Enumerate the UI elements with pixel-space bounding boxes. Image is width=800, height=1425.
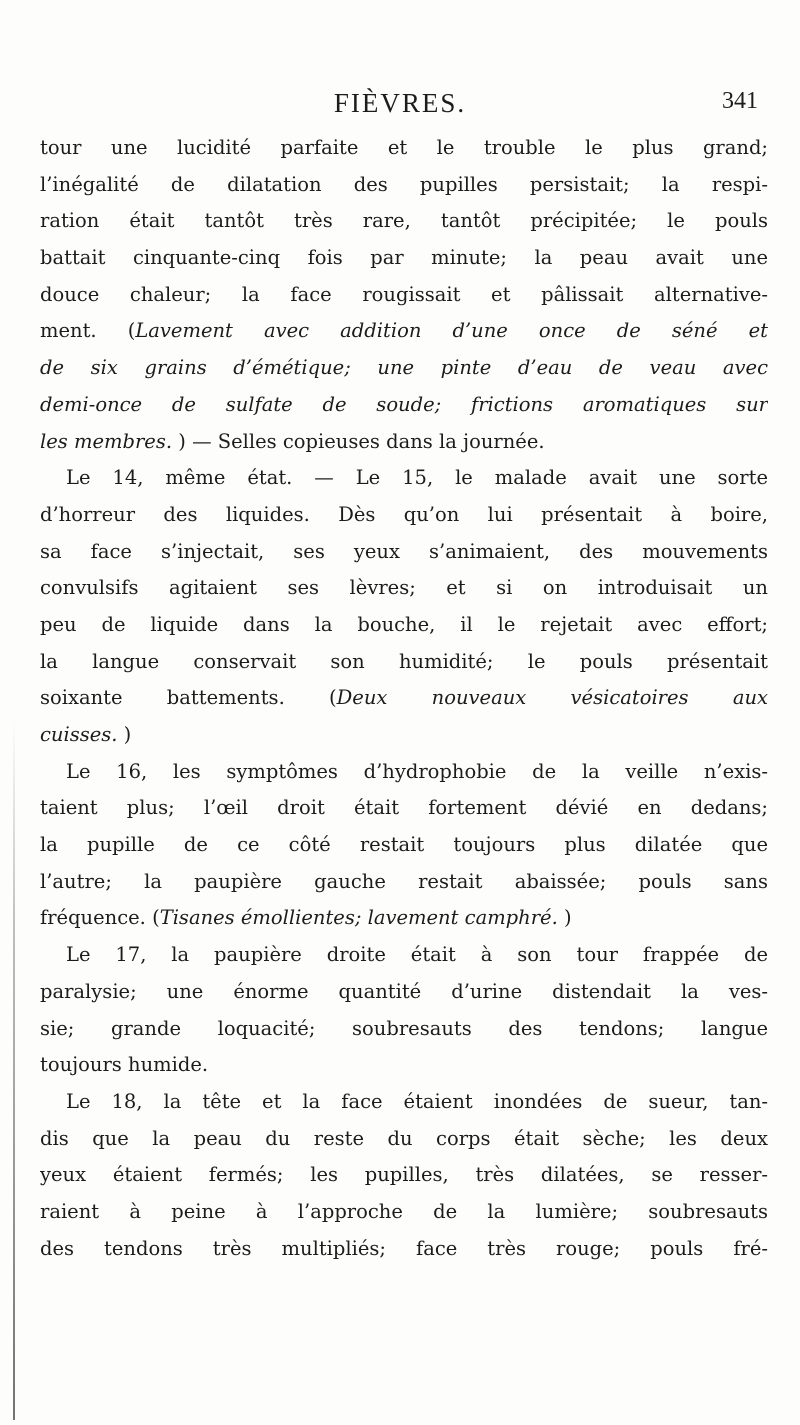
text-line bbox=[40, 387, 768, 424]
text-segment: peu de liquide dans la bouche, il le rejetait avec effort; bbox=[40, 612, 768, 636]
text-segment: la langue conservait son humidité; le pouls présentait bbox=[40, 649, 768, 673]
text-segment: Le 16, les symptômes d’hydrophobie de la veille n’exis- bbox=[66, 759, 768, 783]
text-line bbox=[40, 900, 768, 937]
page-gutter-shadow bbox=[13, 720, 15, 1420]
text-line bbox=[40, 937, 768, 974]
text-segment: Le 18, la tête et la face étaient inondées de sueur, tan- bbox=[66, 1089, 768, 1113]
text-line bbox=[40, 240, 768, 277]
text-line bbox=[40, 570, 768, 607]
text-line bbox=[40, 680, 768, 717]
text-segment: soixante battements. ( bbox=[40, 686, 337, 710]
text-segment: ment. ( bbox=[40, 319, 136, 343]
text-segment: sa face s’injectait, ses yeux s’animaient, des mouvements bbox=[40, 539, 768, 563]
text-line bbox=[40, 277, 768, 314]
text-segment: des tendons très multipliés; face très rouge; pouls fré- bbox=[40, 1236, 768, 1260]
text-segment: dis que la peau du reste du corps était sèche; les deux bbox=[40, 1126, 768, 1150]
text-segment: ) bbox=[117, 723, 132, 746]
text-line bbox=[40, 1157, 768, 1194]
running-head bbox=[0, 88, 800, 128]
italic-text: cuisses. bbox=[40, 723, 118, 746]
text-line bbox=[40, 1194, 768, 1231]
text-segment: l’inégalité de dilatation des pupilles persistait; la respi- bbox=[40, 172, 768, 196]
text-segment: tour une lucidité parfaite et le trouble le plus grand; bbox=[40, 136, 768, 159]
text-segment: Le 14, même état. — Le 15, le malade avait une sorte bbox=[66, 466, 768, 490]
text-line bbox=[40, 790, 768, 827]
italic-text: Deux nouveaux vésicatoires aux bbox=[336, 686, 768, 710]
text-segment: toujours humide. bbox=[40, 1053, 209, 1077]
text-segment: ration était tantôt très rare, tantôt précipitée; le pouls bbox=[40, 209, 768, 233]
text-segment: Le 17, la paupière droite était à son tour frappée de bbox=[66, 943, 768, 967]
text-segment: raient à peine à l’approche de la lumière; soubresauts bbox=[40, 1199, 768, 1223]
text-line bbox=[40, 644, 768, 681]
body-text bbox=[40, 130, 768, 1267]
text-line bbox=[40, 424, 768, 461]
text-segment: battait cinquante-cinq fois par minute; la peau avait une bbox=[40, 246, 768, 270]
text-line bbox=[40, 717, 768, 754]
text-segment: ) bbox=[557, 906, 572, 930]
text-line bbox=[40, 1047, 768, 1084]
text-line bbox=[40, 1011, 768, 1048]
text-line bbox=[40, 203, 768, 240]
text-segment: la pupille de ce côté restait toujours plus dilatée que bbox=[40, 833, 768, 857]
italic-text: demi-once de sulfate de soude; frictions aromatiques sur bbox=[40, 392, 768, 416]
page-number: 341 bbox=[722, 88, 758, 114]
text-segment: ) — Selles copieuses dans la journée. bbox=[172, 429, 545, 453]
text-line bbox=[40, 827, 768, 864]
text-segment: sie; grande loquacité; soubresauts des tendons; langue bbox=[40, 1016, 768, 1040]
italic-text: les membres. bbox=[40, 429, 173, 453]
text-segment: taient plus; l’œil droit était fortement dévié en dedans; bbox=[40, 796, 768, 820]
text-line bbox=[40, 974, 768, 1011]
text-segment: d’horreur des liquides. Dès qu’on lui présentait à boire, bbox=[40, 502, 768, 526]
italic-text: de six grains d’émétique; une pinte d’eau de veau avec bbox=[40, 356, 768, 380]
text-line bbox=[40, 754, 768, 791]
text-line bbox=[40, 167, 768, 204]
text-segment: douce chaleur; la face rougissait et pâlissait alternative- bbox=[40, 282, 768, 306]
text-segment: convulsifs agitaient ses lèvres; et si on introduisait un bbox=[40, 576, 768, 600]
text-line bbox=[40, 1231, 768, 1268]
text-line bbox=[40, 313, 768, 350]
text-line bbox=[40, 864, 768, 901]
text-segment: yeux étaient fermés; les pupilles, très dilatées, se resser- bbox=[40, 1163, 768, 1187]
text-line bbox=[40, 350, 768, 387]
text-segment: fréquence. ( bbox=[40, 906, 160, 930]
text-segment: l’autre; la paupière gauche restait abaissée; pouls sans bbox=[40, 869, 768, 893]
text-line bbox=[40, 607, 768, 644]
italic-text: Tisanes émollientes; lavement camphré. bbox=[159, 906, 558, 930]
italic-text: Lavement avec addition d’une once de séné et bbox=[135, 319, 768, 343]
text-line bbox=[40, 1121, 768, 1158]
text-line bbox=[40, 1084, 768, 1121]
text-line bbox=[40, 534, 768, 571]
running-title: FIÈVRES. bbox=[333, 88, 467, 118]
text-line bbox=[40, 497, 768, 534]
text-segment: paralysie; une énorme quantité d’urine distendait la ves- bbox=[40, 979, 768, 1003]
text-line bbox=[40, 460, 768, 497]
text-line bbox=[40, 130, 768, 167]
